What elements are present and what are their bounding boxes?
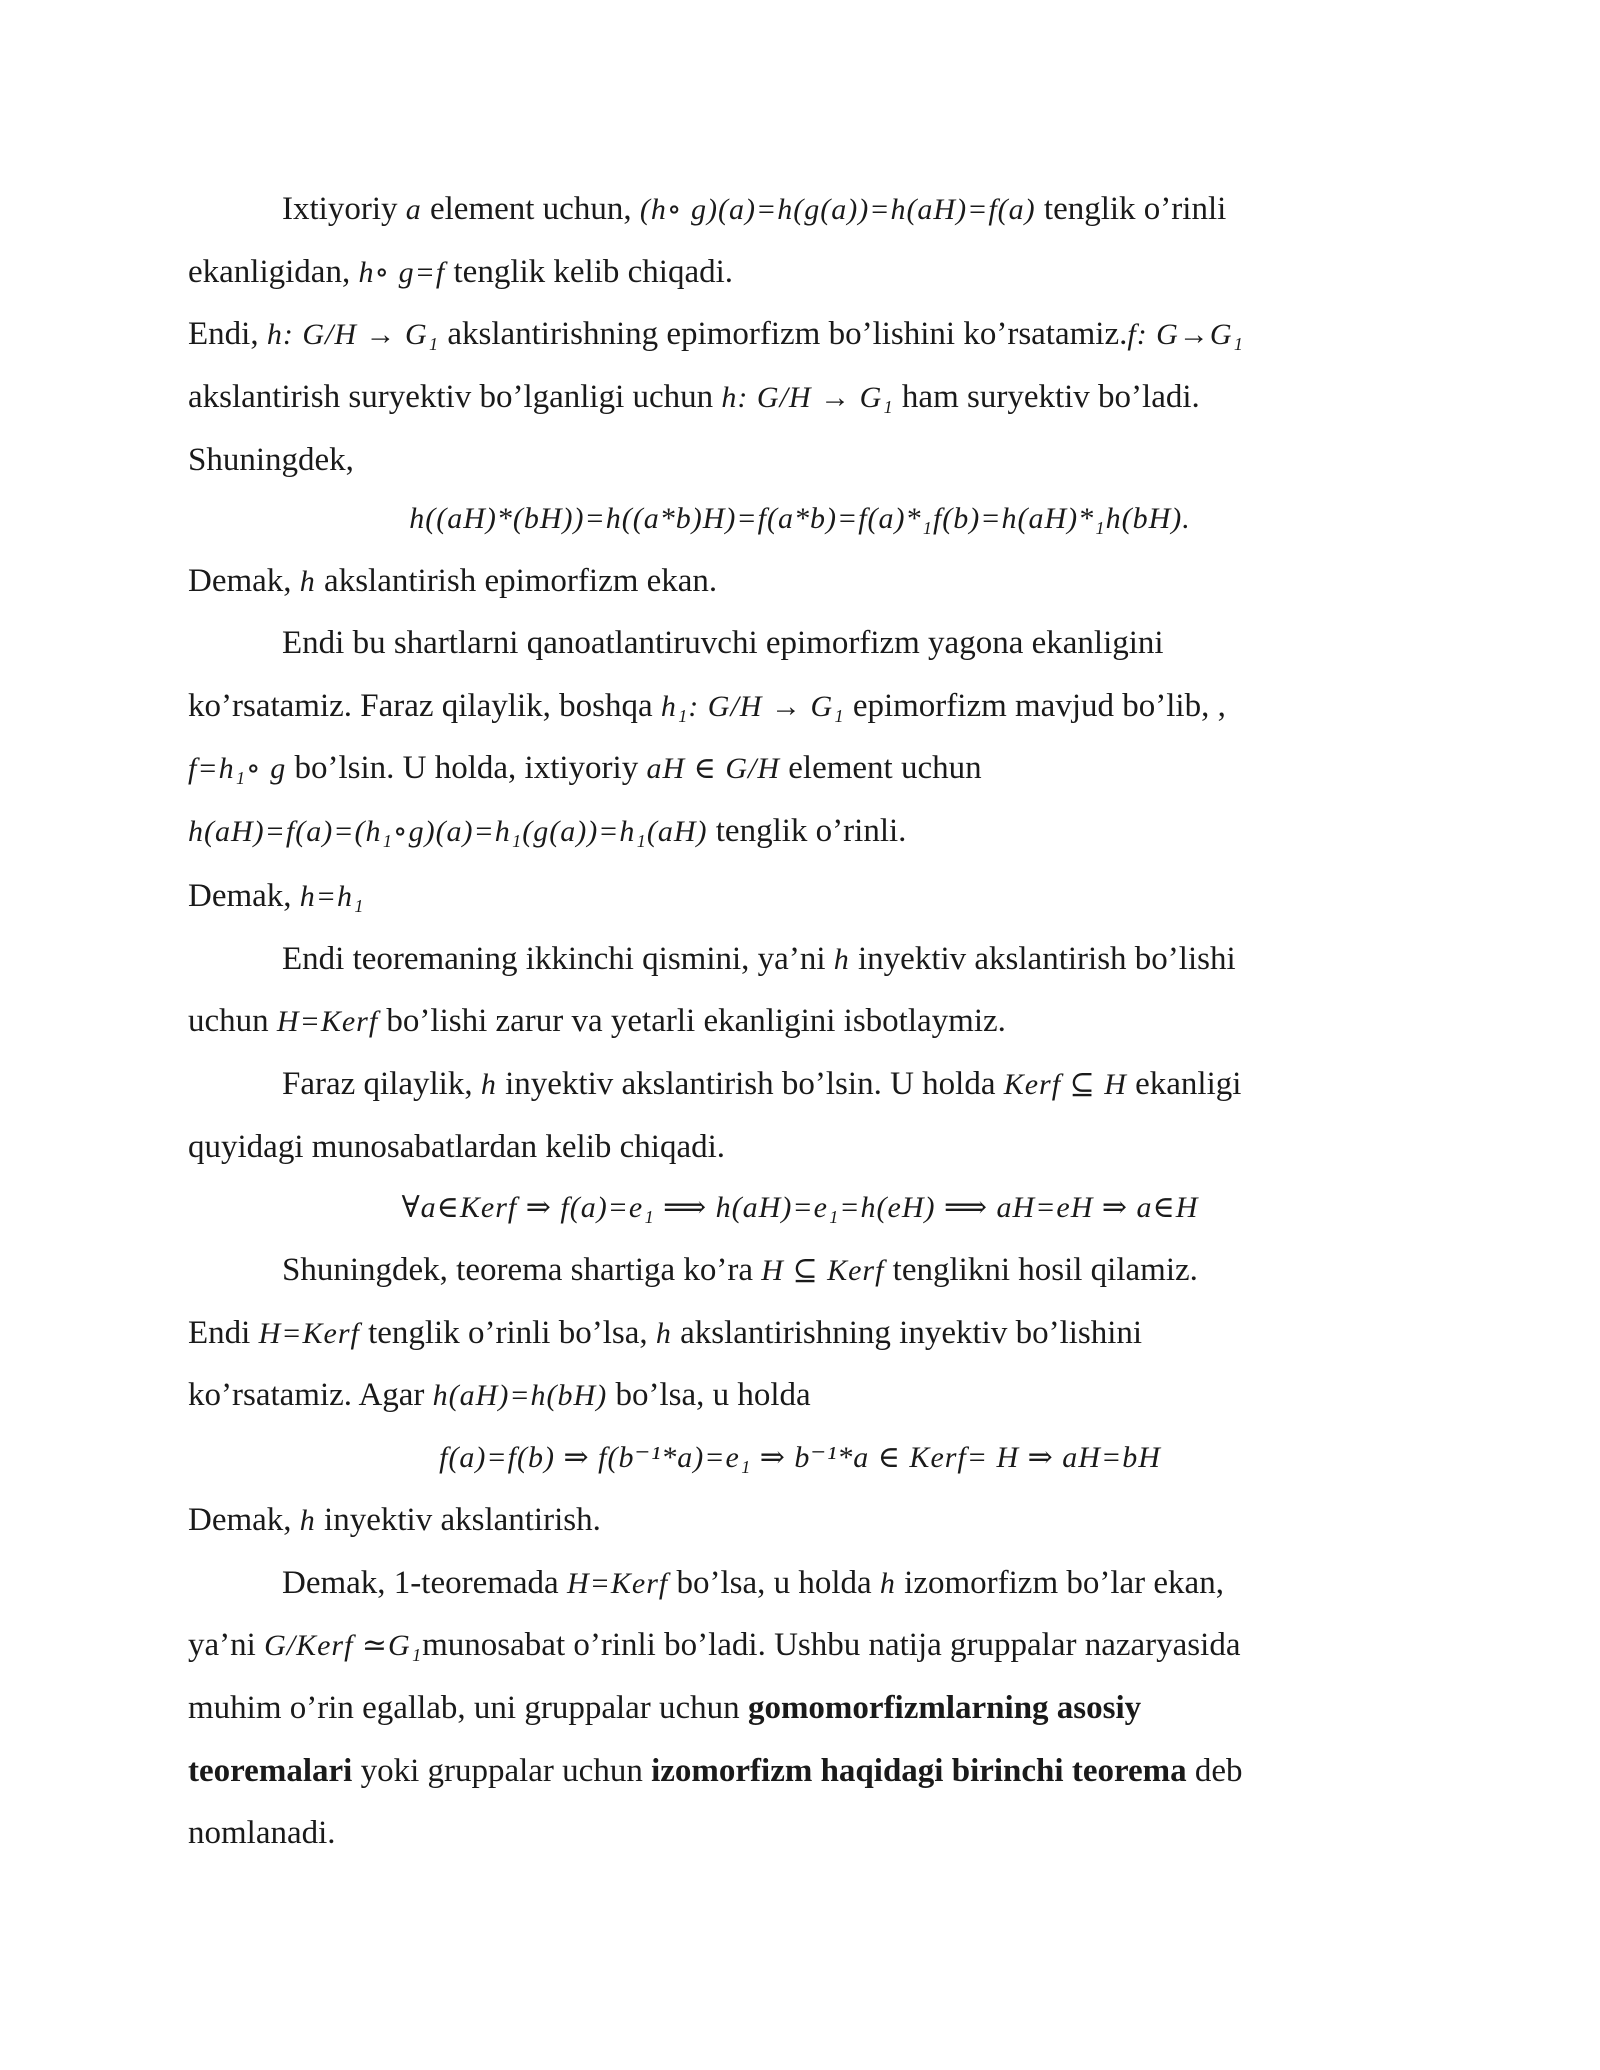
- text-span: ekanligi: [1126, 1066, 1242, 1102]
- math-expression: h(aH)=f(a)=(h₁∘g)(a)=h₁(g(a))=h₁(aH): [188, 815, 708, 848]
- text-line: [188, 440, 354, 480]
- text-span: tenglik kelib chiqadi.: [445, 254, 734, 290]
- math-expression: aH ∈ G/H: [646, 752, 780, 785]
- text-span: muhim o’rin egallab, uni gruppalar uchun: [188, 1690, 748, 1726]
- text-span: inyektiv akslantirish bo’lsin. U holda: [496, 1066, 1004, 1102]
- text-line: [282, 1250, 1198, 1291]
- text-span: Demak,: [188, 878, 300, 914]
- formula-line: [0, 1437, 1600, 1478]
- text-span: epimorfizm mavjud bo’lib, ,: [844, 688, 1226, 724]
- text-line: [282, 1563, 1224, 1604]
- text-line: [282, 1064, 1241, 1105]
- math-expression: f: G→G₁: [1127, 318, 1244, 351]
- text-line: [188, 876, 364, 917]
- math-expression: ∀a∈Kerf ⇒ f(a)=e₁ ⟹ h(aH)=e₁=h(eH) ⟹ aH=eH ⇒ a∈H: [401, 1191, 1199, 1224]
- math-expression: h=h₁: [299, 880, 365, 913]
- text-span: Endi teoremaning ikkinchi qismini, ya’ni: [282, 941, 834, 977]
- math-expression: h: [879, 1567, 896, 1600]
- math-expression: f=h₁∘ g: [188, 752, 287, 785]
- text-span: akslantirish suryektiv bo’lganligi uchun: [188, 379, 722, 415]
- text-span: element uchun: [780, 750, 982, 786]
- math-expression: h: [655, 1317, 672, 1350]
- math-expression: H=Kerf: [258, 1317, 360, 1350]
- text-span: element uchun,: [421, 191, 640, 227]
- math-expression: h: [299, 1504, 316, 1537]
- text-span: inyektiv akslantirish.: [315, 1502, 601, 1538]
- text-line: [188, 748, 982, 789]
- text-span: izomorfizm bo’lar ekan,: [895, 1565, 1224, 1601]
- text-line: [188, 686, 1226, 727]
- math-expression: h: [833, 943, 850, 976]
- text-line: [188, 314, 1244, 355]
- bold-term: gomomorfizmlarning asosiy: [747, 1690, 1142, 1726]
- text-span: Shuningdek,: [188, 442, 354, 478]
- text-span: Endi bu shartlarni qanoatlantiruvchi epimorfizm yagona ekanligini: [282, 625, 1164, 661]
- text-span: Demak,: [188, 1502, 300, 1538]
- text-span: deb: [1186, 1753, 1243, 1789]
- text-line: [188, 1313, 1142, 1354]
- text-span: bo’lsa, u holda: [668, 1565, 880, 1601]
- text-span: yoki gruppalar uchun: [352, 1753, 652, 1789]
- math-expression: H=Kerf: [566, 1567, 669, 1600]
- text-span: Demak, 1-teoremada: [282, 1565, 567, 1601]
- text-span: inyektiv akslantirish bo’lishi: [849, 941, 1236, 977]
- text-span: bo’lsa, u holda: [607, 1377, 811, 1413]
- text-span: Faraz qilaylik,: [282, 1066, 481, 1102]
- text-span: uchun: [188, 1003, 277, 1039]
- text-span: ya’ni: [188, 1627, 265, 1663]
- text-span: bo’lishi zarur va yetarli ekanligini isbotlaymiz.: [378, 1003, 1006, 1039]
- math-expression: h₁: G/H → G₁: [660, 690, 845, 723]
- text-line: [282, 623, 1164, 663]
- text-line: [188, 377, 1200, 418]
- text-span: ko’rsatamiz. Faraz qilaylik, boshqa: [188, 688, 661, 724]
- math-expression: (h∘ g)(a)=h(g(a))=h(aH)=f(a): [639, 193, 1036, 226]
- math-expression: h: [480, 1068, 497, 1101]
- text-span: akslantirishning inyektiv bo’lishini: [671, 1315, 1143, 1351]
- formula-line: [0, 498, 1600, 539]
- text-line: [188, 1625, 1240, 1666]
- math-expression: h(aH)=h(bH): [432, 1379, 608, 1412]
- text-line: [188, 561, 717, 602]
- math-expression: f(a)=f(b) ⇒ f(b⁻¹*a)=e₁ ⇒ b⁻¹*a ∈ Kerf= H ⇒ aH=bH: [439, 1441, 1161, 1474]
- text-span: bo’lsin. U holda, ixtiyoriy: [286, 750, 647, 786]
- math-expression: h: G/H → G₁: [266, 318, 440, 351]
- text-line: [188, 1127, 725, 1167]
- text-line: [282, 939, 1236, 980]
- bold-term: teoremalari: [188, 1753, 353, 1789]
- text-line: [188, 1375, 811, 1416]
- text-span: tenglik o’rinli: [1035, 191, 1227, 227]
- formula-line: [0, 1187, 1600, 1228]
- math-expression: a: [405, 193, 422, 226]
- text-span: tenglikni hosil qilamiz.: [884, 1252, 1198, 1288]
- text-span: ko’rsatamiz. Agar: [188, 1377, 433, 1413]
- text-span: Ixtiyoriy: [282, 191, 406, 227]
- text-line: [188, 1001, 1006, 1042]
- math-expression: G/Kerf ≃G₁: [264, 1629, 423, 1662]
- text-line: [188, 1500, 601, 1541]
- text-line: [188, 252, 733, 293]
- text-line: [188, 1688, 1141, 1728]
- text-span: akslantirishning epimorfizm bo’lishini ko’rsatamiz.: [439, 316, 1128, 352]
- text-line: [188, 1813, 336, 1853]
- text-span: munosabat o’rinli bo’ladi. Ushbu natija gruppalar nazaryasida: [422, 1627, 1241, 1663]
- math-expression: h∘ g=f: [358, 256, 446, 289]
- math-expression: h: [299, 565, 316, 598]
- text-span: quyidagi munosabatlardan kelib chiqadi.: [188, 1129, 726, 1165]
- text-span: tenglik o’rinli bo’lsa,: [359, 1315, 656, 1351]
- text-span: akslantirish epimorfizm ekan.: [315, 563, 718, 599]
- math-expression: H ⊆ Kerf: [761, 1254, 885, 1287]
- text-span: tenglik o’rinli.: [707, 813, 907, 849]
- math-expression: H=Kerf: [276, 1005, 379, 1038]
- math-expression: h((aH)*(bH))=h((a*b)H)=f(a*b)=f(a)*₁f(b)=h(aH)*₁h(bH).: [409, 502, 1191, 535]
- text-line: [188, 1751, 1243, 1791]
- text-span: Shuningdek, teorema shartiga ko’ra: [282, 1252, 762, 1288]
- text-span: nomlanadi.: [188, 1815, 336, 1851]
- text-span: ham suryektiv bo’ladi.: [893, 379, 1200, 415]
- math-expression: Kerf ⊆ H: [1003, 1068, 1127, 1101]
- text-span: Demak,: [188, 563, 300, 599]
- text-line: [282, 189, 1226, 230]
- math-expression: h: G/H → G₁: [721, 381, 894, 414]
- text-line: [188, 811, 906, 852]
- text-span: Endi: [188, 1315, 259, 1351]
- bold-term: izomorfizm haqidagi birinchi teorema: [651, 1753, 1187, 1789]
- text-span: ekanligidan,: [188, 254, 359, 290]
- text-span: Endi,: [188, 316, 267, 352]
